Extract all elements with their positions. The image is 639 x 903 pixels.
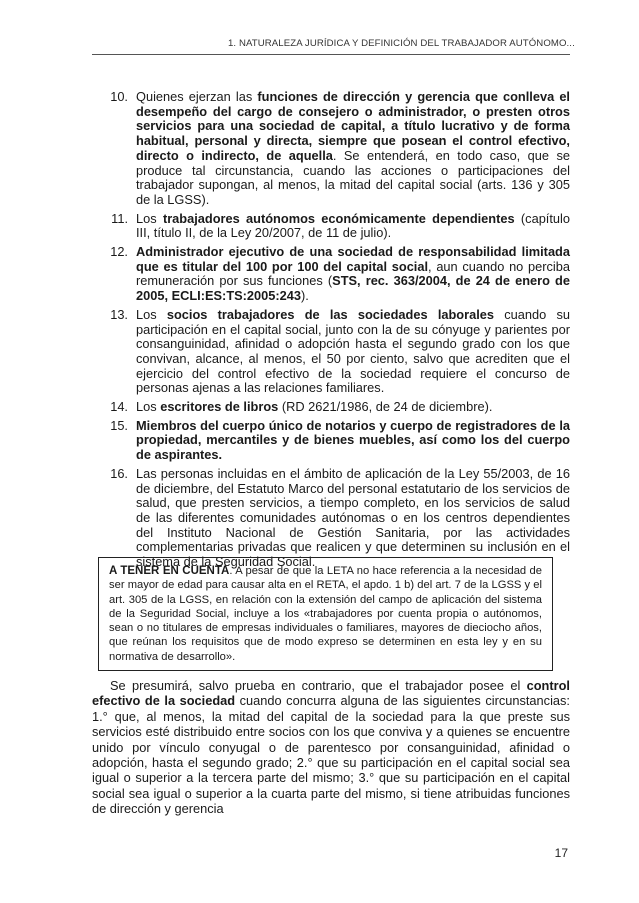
note-body: . A pesar de que la LETA no hace referencia a la necesidad de ser mayor de edad para causar alta en el RETA, el apdo. 1 b) del art. 7 de la LGSS y el art. 305 de la LGSS, en relación con la extensión del campo de aplicación del sistema de la Seguridad Social, incluye a los «trabajadores por cuenta propia o autónomos, sean o no titulares de empresas individuales o familiares, mayores de dieciocho años, que reúnan los requisitos que de modo expreso se determinen en esta ley y en su normativa de desarrollo». [109,565,542,663]
item-text [136,308,570,396]
list-item-11 [92,212,570,241]
list-item-10 [92,90,570,208]
item-text [136,400,570,415]
bold-run: socios trabajadores de las sociedades laborales [166,306,495,322]
text-run: Las personas incluidas en el ámbito de aplicación de la Ley 55/2003, de 16 de diciembre, del Estatuto Marco del personal estatutario de los servicios de salud, que presten servicios, a tiempo completo, en los servicios de salud de las diferentes comunidades autónomas o en los centros dependientes del Instituto Nacional de Gestión Sanitaria, por las actividades complementarias privadas que realicen y que determinen su inclusión en el sistema de la Seguridad Social. [136,465,570,570]
item-text [136,90,570,208]
text-run: . Se entenderá, en todo caso, que se produce tal circunstancia, cuando las acciones o participaciones del trabajador supongan, al menos, la mitad del capital social (arts. 136 y 305 de la LGSS). [136,147,570,207]
note-box [98,557,553,671]
body-paragraph [92,678,570,817]
item-number: 12. [110,244,128,260]
bold-run: escritores de libros [160,399,279,415]
header-rule [92,54,570,55]
list-item-16 [92,467,570,570]
item-text [136,419,570,463]
bold-run: Miembros del cuerpo único de notarios y cuerpo de registradores de la propiedad, mercantiles y de bienes muebles, así como los del cuerpo de aspirantes. [136,417,570,463]
item-number: 14. [110,399,128,415]
list-item-12 [92,245,570,304]
running-header: 1. NATURALEZA JURÍDICA Y DEFINICIÓN DEL TRABAJADOR AUTÓNOMO... [228,38,575,49]
note-title: A TENER EN CUENTA [109,565,230,577]
text-run: (RD 2621/1986, de 24 de diciembre). [278,399,493,415]
item-text [136,212,570,241]
numbered-list [92,90,570,574]
text-run: Los [136,399,161,415]
item-number: 16. [110,465,128,481]
list-item-15 [92,419,570,463]
text-run: cuando su participación en el capital social, junto con la de su cónyuge y parientes por consanguinidad, afinidad o adopción hasta el segundo grado con los que convivan, alcance, al menos, el 50 por ciento, salvo que acrediten que el ejercicio del control efectivo de la sociedad requiere el concurso de personas ajenas a las relaciones familiares. [136,306,570,396]
item-number: 10. [110,89,128,104]
bold-run: trabajadores autónomos económicamente dependientes [162,210,515,226]
bold-run: funciones de dirección y gerencia que conlleva el desempeño del cargo de consejero o administrador, o presten otros servicios para una sociedad de capital, a título lucrativo y de forma habitual, personal y directa, siempre que posean el control efectivo, directo o indirecto, de aquella [136,89,570,163]
page-number: 17 [554,846,568,860]
text-run: Se presumirá, salvo prueba en contrario, que el trabajador posee el [110,678,527,693]
item-number: 15. [110,417,128,433]
bold-run: Administrador ejecutivo de una sociedad de responsabilidad limitada que es titular del 100 por 100 del capital social [136,244,570,274]
bold-run: STS, rec. 363/2004, de 24 de enero de 2005, ECLI:ES:TS:2005:243 [136,273,570,304]
text-run: , aun cuando no perciba remuneración por sus funciones ( [136,258,570,289]
text-run: ). [301,288,309,304]
text-run: Los [136,306,167,322]
text-run: Quienes ejerzan las [136,89,258,104]
item-number: 11. [111,210,128,226]
text-run: Los [136,210,163,226]
item-text [136,467,570,570]
list-item-13 [92,308,570,396]
item-number: 13. [110,306,128,322]
list-item-14 [92,400,570,415]
text-run: (capítulo III, título II, de la Ley 20/2007, de 11 de julio). [136,210,570,241]
item-text [136,245,570,304]
bold-run: control efectivo de la sociedad [92,678,570,709]
text-run: cuando concurra alguna de las siguientes circunstancias: 1.° que, al menos, la mitad del capital de la sociedad para la que preste sus servicios esté distribuido entre socios con los que conviva y a quienes se encuentre unido por vínculo conyugal o de parentesco por consanguinidad, afinidad o adopción, hasta el segundo grado; 2.° que su participación en el capital social sea igual o superior a la tercera parte del mismo; 3.° que su participación en el capital social sea igual o superior a la cuarta parte del mismo, si tiene atribuidas funciones de dirección y gerencia [92,693,570,817]
